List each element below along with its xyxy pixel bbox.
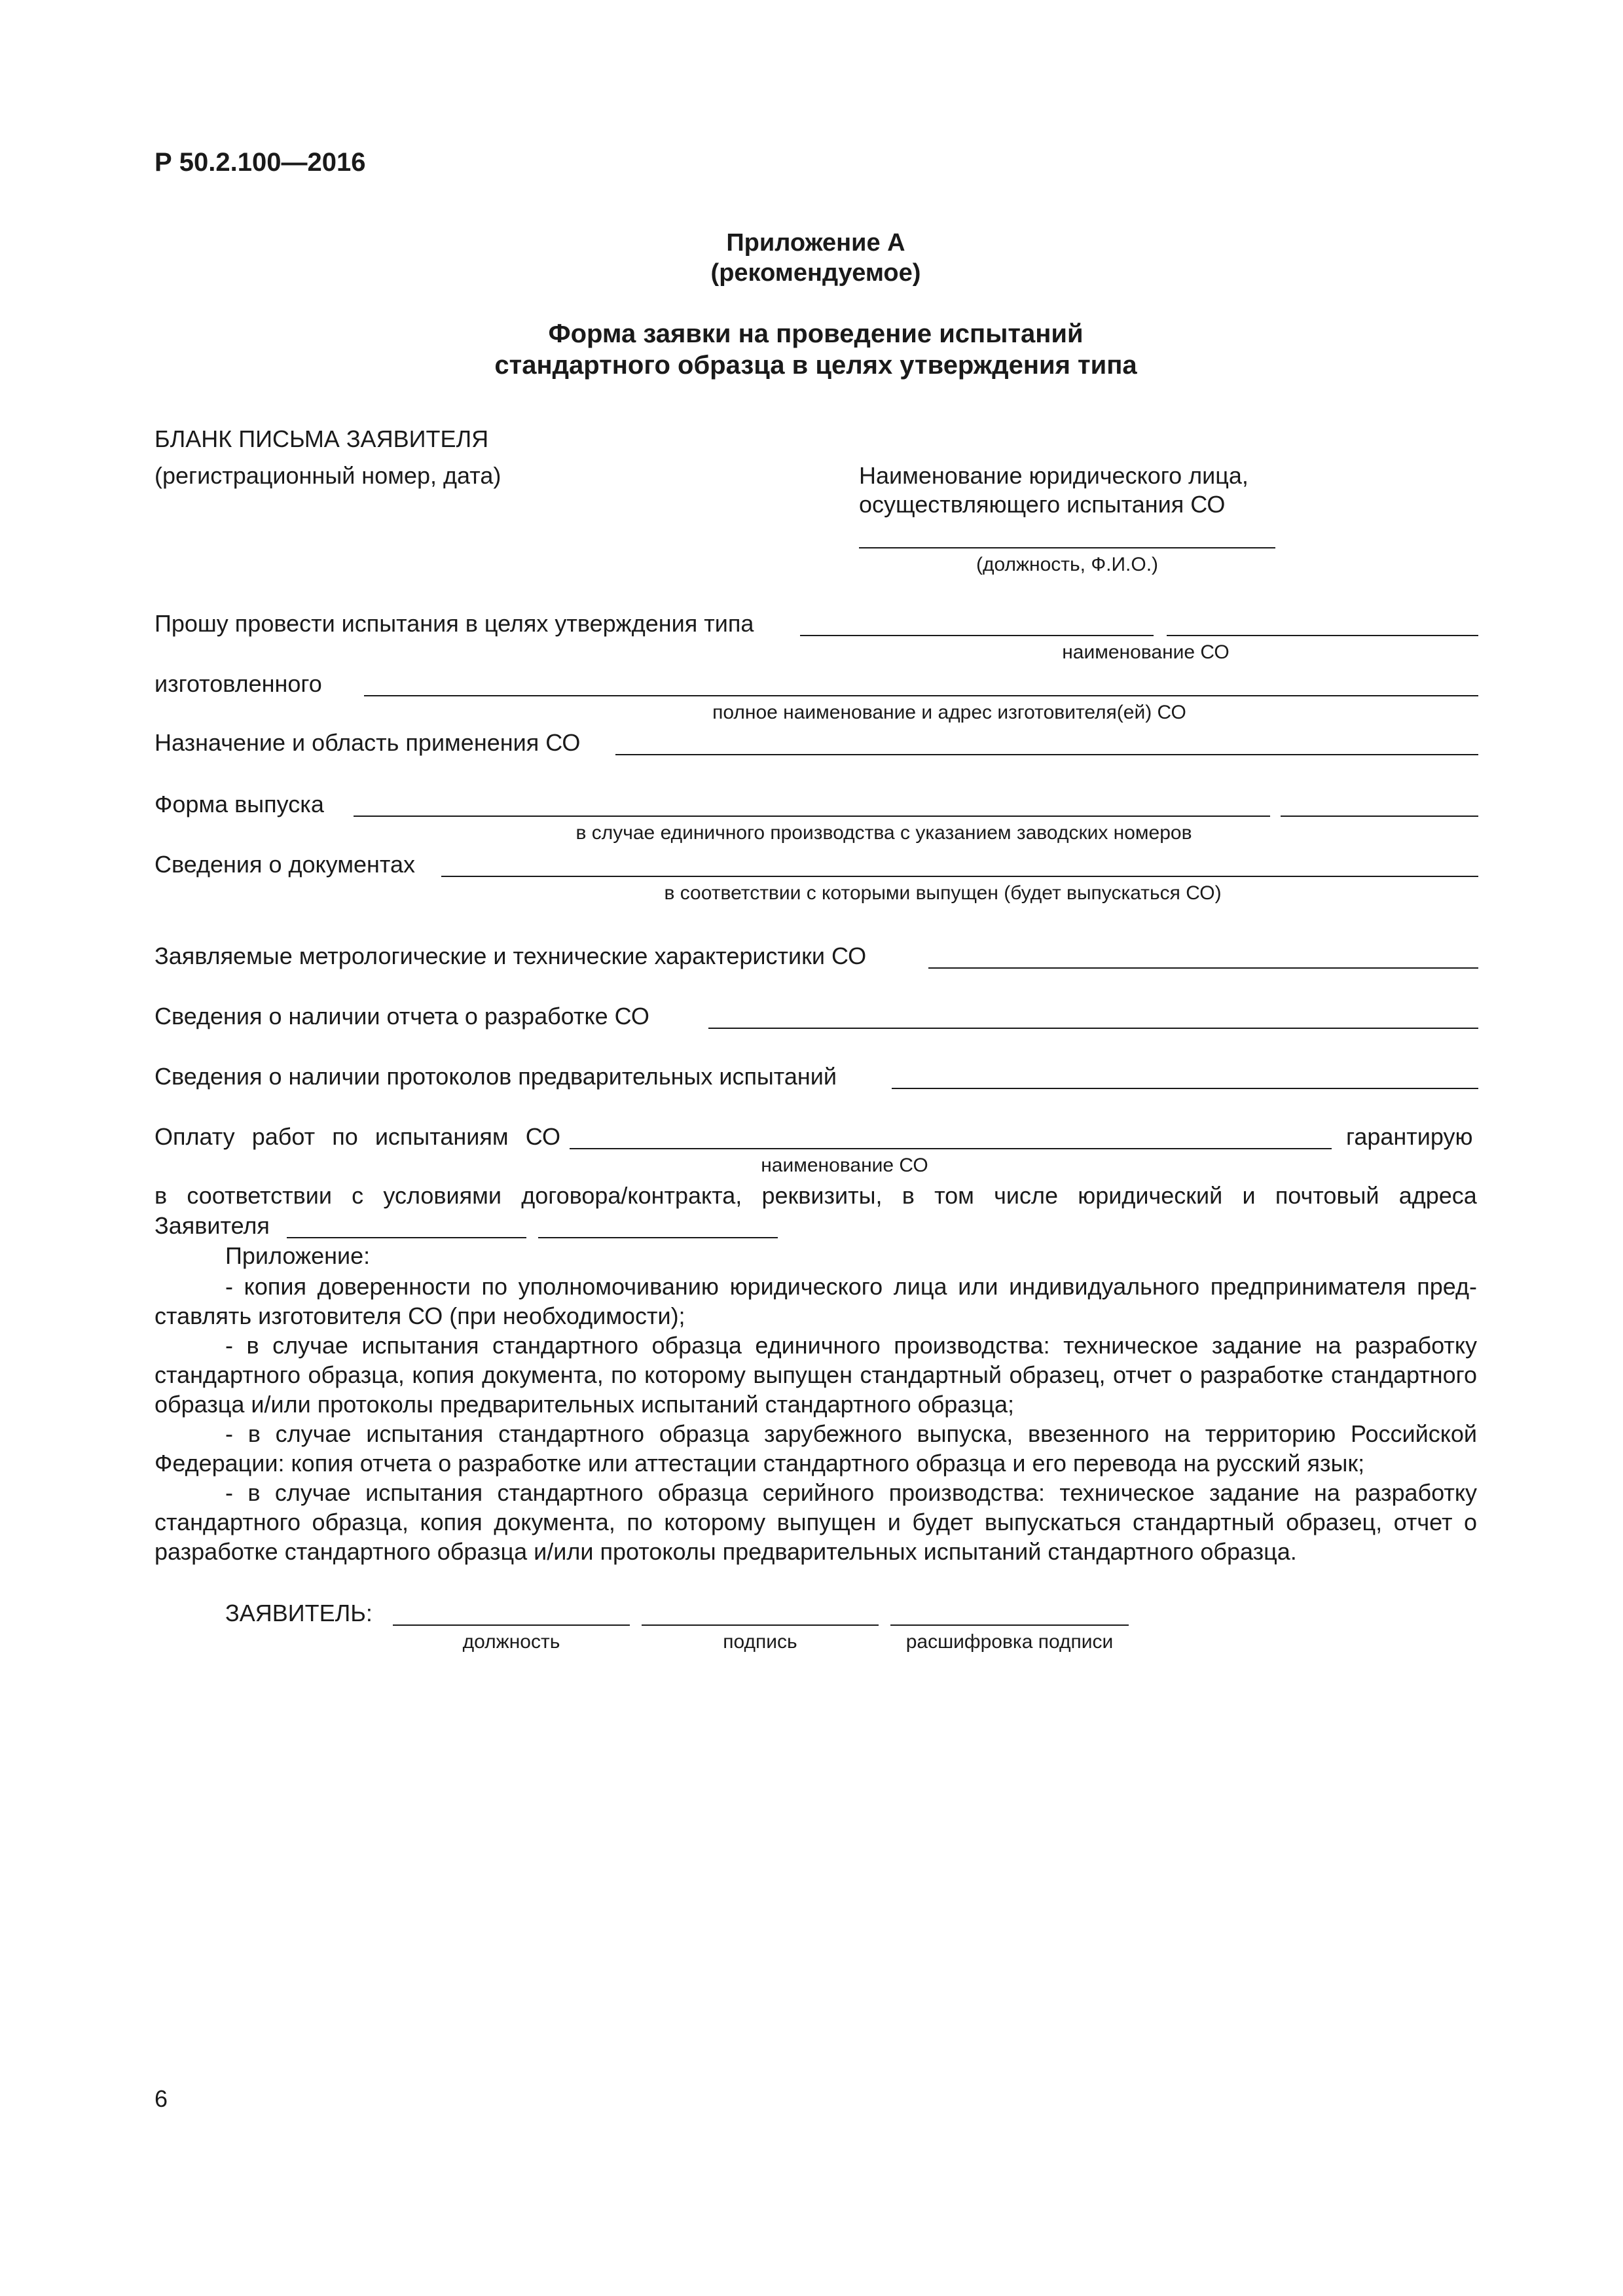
- signature-decode-caption: расшифровка подписи: [905, 1631, 1114, 1653]
- signature-sign-caption: подпись: [723, 1631, 797, 1653]
- recipient-position-line[interactable]: [859, 547, 1275, 548]
- payment-word: Оплату: [155, 1123, 235, 1150]
- documents-field[interactable]: [441, 876, 1478, 877]
- release-form-field-1[interactable]: [354, 816, 1270, 817]
- report-field[interactable]: [708, 1028, 1478, 1029]
- applicant-signature-label: ЗАЯВИТЕЛЬ:: [225, 1600, 373, 1626]
- release-form-label: Форма выпуска: [155, 791, 324, 817]
- manufactured-label: изготовленного: [155, 670, 322, 697]
- documents-caption: в соответствии с которыми выпущен (будет выпускаться СО): [664, 882, 1222, 904]
- letterhead-blank: БЛАНК ПИСЬМА ЗАЯВИТЕЛЯ: [155, 425, 489, 452]
- contract-text: в соответствии с условиями договора/контракта, реквизиты, в том числе юридический и почтовый адреса: [155, 1182, 1477, 1209]
- signature-sign-field[interactable]: [642, 1624, 879, 1626]
- signature-position-caption: должность: [462, 1631, 560, 1653]
- registration-number-date: (регистрационный номер, дата): [155, 462, 501, 489]
- form-title-line1: Форма заявки на проведение испытаний: [548, 319, 1084, 348]
- page-number: 6: [155, 2085, 168, 2112]
- purpose-label: Назначение и область применения СО: [155, 729, 581, 756]
- release-form-caption: в случае единичного производства с указанием заводских номеров: [575, 822, 1192, 844]
- release-form-field-2[interactable]: [1281, 816, 1478, 817]
- documents-label: Сведения о документах: [155, 851, 416, 878]
- so-name-caption: наименование СО: [1062, 641, 1230, 663]
- applicant-details-field-2[interactable]: [538, 1237, 778, 1238]
- characteristics-label: Заявляемые метрологические и технические характеристики СО: [155, 942, 867, 969]
- manufacturer-field[interactable]: [364, 695, 1478, 696]
- manufacturer-caption: полное наименование и адрес изготовителя(ей) СО: [712, 702, 1186, 723]
- recipient-name-line2: осуществляющего испытания СО: [859, 491, 1226, 518]
- payment-so-name-field[interactable]: [570, 1148, 1332, 1149]
- attachment-item-3: - в случае испытания стандартного образца зарубежного выпуска, ввезенного на территорию Российской Федерации: копия отчета о разработке или аттестации стандартного образца и его перевода на русский язык;: [155, 1420, 1477, 1477]
- signature-position-field[interactable]: [393, 1624, 630, 1626]
- so-name-field-2[interactable]: [1167, 635, 1478, 636]
- attachment-item-2: - в случае испытания стандартного образца единичного производства: техническое задание на разработку стандартного образца, копия документа, по которому выпущен стандартный образец, отчет о разработке стандартного образца и/или протоколы предварительных испытаний стандартного образца;: [155, 1332, 1477, 1418]
- payment-word: испытаниям: [374, 1123, 509, 1150]
- protocols-label: Сведения о наличии протоколов предварительных испытаний: [155, 1063, 837, 1090]
- payment-word: СО: [525, 1123, 560, 1150]
- payment-caption: наименование СО: [761, 1155, 928, 1176]
- so-name-field-1[interactable]: [800, 635, 1154, 636]
- request-label: Прошу провести испытания в целях утверждения типа: [155, 610, 754, 637]
- attachment-item-1: - копия доверенности по уполномочиванию юридического лица или индивидуального предпринимателя представлять изготовителя СО (при необходимости);: [155, 1273, 1477, 1329]
- attachments-title: Приложение:: [225, 1242, 371, 1269]
- characteristics-field[interactable]: [928, 967, 1478, 969]
- payment-word: по: [332, 1123, 358, 1150]
- purpose-field[interactable]: [615, 754, 1478, 755]
- attachment-item-4: - в случае испытания стандартного образца серийного производства: техническое задание на разработку стандартного образца, копия документа, по которому выпущен и будет выпускаться стандартный образец, отчет о разработке стандартного образца и/или протоколы предварительных испытаний стандартного образца.: [155, 1479, 1477, 1565]
- applicant-word: Заявителя: [155, 1212, 270, 1239]
- form-title-line2: стандартного образца в целях утверждения типа: [494, 351, 1137, 380]
- appendix-subtitle: (рекомендуемое): [710, 259, 921, 287]
- applicant-details-field-1[interactable]: [287, 1237, 526, 1238]
- recipient-name-line1: Наименование юридического лица,: [859, 462, 1249, 489]
- protocols-field[interactable]: [892, 1088, 1478, 1089]
- document-code: Р 50.2.100—2016: [155, 148, 366, 177]
- payment-word: работ: [251, 1123, 316, 1150]
- appendix-title: Приложение А: [726, 229, 905, 257]
- payment-label: [155, 1123, 560, 1151]
- signature-decode-field[interactable]: [890, 1624, 1129, 1626]
- position-caption: (должность, Ф.И.О.): [976, 554, 1159, 575]
- report-label: Сведения о наличии отчета о разработке СО: [155, 1003, 649, 1030]
- guarantee-label: гарантирую: [1346, 1123, 1473, 1150]
